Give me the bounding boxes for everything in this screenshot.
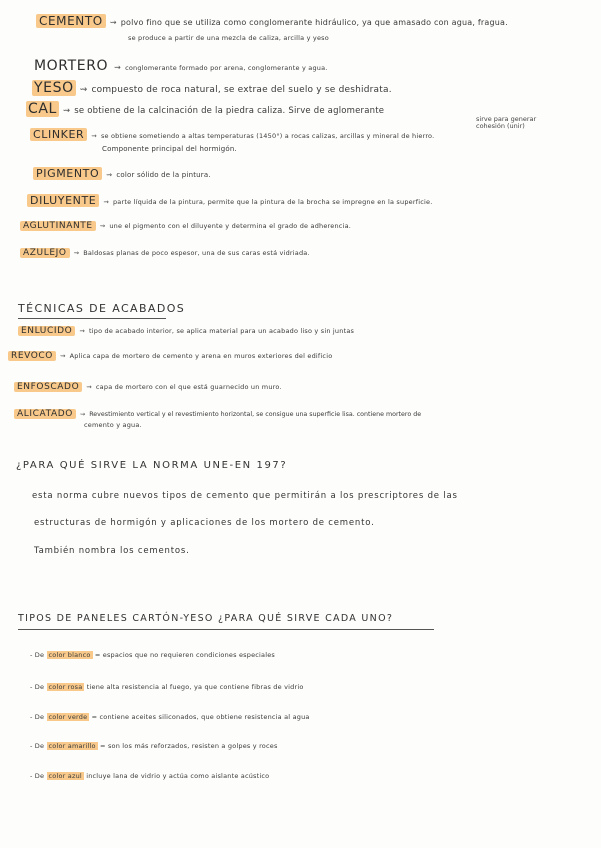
term-highlight: PIGMENTO — [33, 167, 102, 180]
norma-answer-line: También nombra los cementos. — [34, 546, 190, 556]
panel-description: tiene alta resistencia al fuego, ya que contiene fibras de vidrio — [86, 683, 304, 691]
glossary-entry-aglutinante — [20, 221, 351, 231]
side-note-line: cohesión (unir) — [476, 122, 525, 130]
term-highlight: ENFOSCADO — [14, 382, 82, 392]
panel-color-highlight: color blanco — [48, 651, 91, 659]
panel-item — [30, 772, 269, 780]
clinker-continuation: Componente principal del hormigón. — [102, 145, 237, 153]
norma-answer-line: esta norma cubre nuevos tipos de cemento que permitirán a los prescriptores de las — [32, 491, 458, 501]
tecnica-enfoscado — [14, 382, 282, 392]
term-description: Baldosas planas de poco espesor, una de sus caras está vidriada. — [83, 249, 310, 257]
panel-item — [30, 742, 278, 750]
tecnica-enlucido — [18, 326, 354, 336]
term-highlight: CEMENTO — [36, 14, 106, 28]
panel-item — [30, 713, 310, 721]
panel-color-highlight: color azul — [48, 772, 82, 780]
arrow-icon: ⇝ — [62, 106, 71, 116]
heading-underline — [18, 629, 434, 630]
panel-color-highlight: color verde — [48, 713, 88, 721]
heading-underline — [18, 318, 166, 319]
glossary-entry-diluyente — [27, 194, 432, 207]
term-highlight: CLINKER — [30, 128, 87, 141]
glossary-entry-yeso — [32, 80, 392, 96]
arrow-icon: ⇝ — [109, 18, 117, 27]
paneles-heading: TIPOS DE PANELES CARTÓN-YESO ¿PARA QUÉ SIRVE CADA UNO? — [18, 613, 394, 624]
norma-question: ¿PARA QUÉ SIRVE LA NORMA UNE-EN 197? — [16, 460, 288, 471]
term-highlight: ENLUCIDO — [18, 326, 75, 336]
panel-prefix: - De — [30, 772, 45, 780]
arrow-icon: ⇝ — [114, 63, 122, 72]
arrow-icon: ⇝ — [73, 249, 80, 257]
panel-description: = son los más reforzados, resisten a golpes y roces — [100, 742, 278, 750]
side-note-line: sirve para generar — [476, 115, 537, 123]
term-highlight: AZULEJO — [20, 248, 70, 258]
tecnica-alicatado — [14, 409, 421, 419]
tecnicas-heading: TÉCNICAS DE ACABADOS — [18, 302, 186, 315]
arrow-icon: ⇝ — [99, 222, 106, 230]
glossary-entry-pigmento — [33, 167, 211, 180]
term-highlight: YESO — [34, 80, 74, 96]
glossary-entry-mortero — [32, 58, 328, 74]
arrow-icon: ⇝ — [79, 327, 85, 335]
term-description: Revestimiento vertical y el revestimiento horizontal, se consigue una superficie lisa. contiene mortero de — [89, 411, 422, 418]
glossary-entry-azulejo — [20, 248, 310, 258]
term-plain: MORTERO — [34, 58, 109, 74]
norma-answer-line: estructuras de hormigón y aplicaciones de los mortero de cemento. — [34, 518, 375, 528]
cal-side-note — [476, 116, 536, 130]
term-description: compuesto de roca natural, se extrae del suelo y se deshidrata. — [91, 85, 392, 95]
arrow-icon: ⇝ — [106, 171, 113, 179]
panel-color-highlight: color amarillo — [48, 742, 96, 750]
term-description: se obtiene de la calcinación de la piedra caliza. Sirve de aglomerante — [74, 106, 385, 116]
term-highlight: AGLUTINANTE — [20, 221, 96, 231]
term-highlight: CAL — [28, 101, 57, 117]
term-description: conglomerante formado por arena, conglomerante y agua. — [125, 64, 328, 72]
glossary-entry-clinker — [30, 128, 434, 141]
panel-prefix: - De — [30, 713, 45, 721]
panel-item — [30, 683, 304, 691]
term-description: Aplica capa de mortero de cemento y arena en muros exteriores del edificio — [69, 352, 333, 360]
arrow-icon: ⇝ — [79, 85, 88, 95]
term-description: une el pigmento con el diluyente y determina el grado de adherencia. — [109, 222, 352, 230]
term-description: polvo fino que se utiliza como conglomerante hidráulico, ya que amasado con agua, fragua. — [120, 18, 508, 27]
glossary-entry-cal — [26, 101, 384, 117]
alicatado-continuation: cemento y agua. — [84, 421, 142, 429]
arrow-icon: ⇝ — [86, 383, 92, 391]
panel-description: = contiene aceites siliconados, que obtiene resistencia al agua — [91, 713, 310, 721]
panel-prefix: - De — [30, 683, 45, 691]
term-highlight: ALICATADO — [14, 409, 76, 419]
term-description: tipo de acabado interior, se aplica material para un acabado liso y sin juntas — [88, 327, 355, 335]
term-description: parte líquida de la pintura, permite que la pintura de la brocha se impregne en la superficie. — [112, 198, 433, 206]
glossary-entry-cemento — [36, 14, 508, 28]
term-description: capa de mortero con el que está guarnecido un muro. — [95, 383, 282, 391]
arrow-icon: ⇝ — [91, 132, 97, 140]
panel-item — [30, 651, 275, 659]
tecnica-revoco — [8, 351, 332, 361]
panel-description: = espacios que no requieren condiciones especiales — [94, 651, 276, 659]
arrow-icon: ⇝ — [60, 352, 66, 360]
term-description: se obtiene sometiendo a altas temperaturas (1450°) a rocas calizas, arcillas y mineral de hierro. — [100, 132, 435, 140]
term-highlight: REVOCO — [8, 351, 56, 361]
arrow-icon: ⇝ — [79, 411, 86, 418]
arrow-icon: ⇝ — [103, 198, 109, 206]
panel-prefix: - De — [30, 742, 45, 750]
term-highlight: DILUYENTE — [27, 194, 99, 207]
cemento-continuation: se produce a partir de una mezcla de caliza, arcilla y yeso — [128, 34, 329, 42]
term-description: color sólido de la pintura. — [116, 171, 211, 179]
panel-prefix: - De — [30, 651, 45, 659]
panel-description: incluye lana de vidrio y actúa como aislante acústico — [86, 772, 270, 780]
panel-color-highlight: color rosa — [48, 683, 83, 691]
